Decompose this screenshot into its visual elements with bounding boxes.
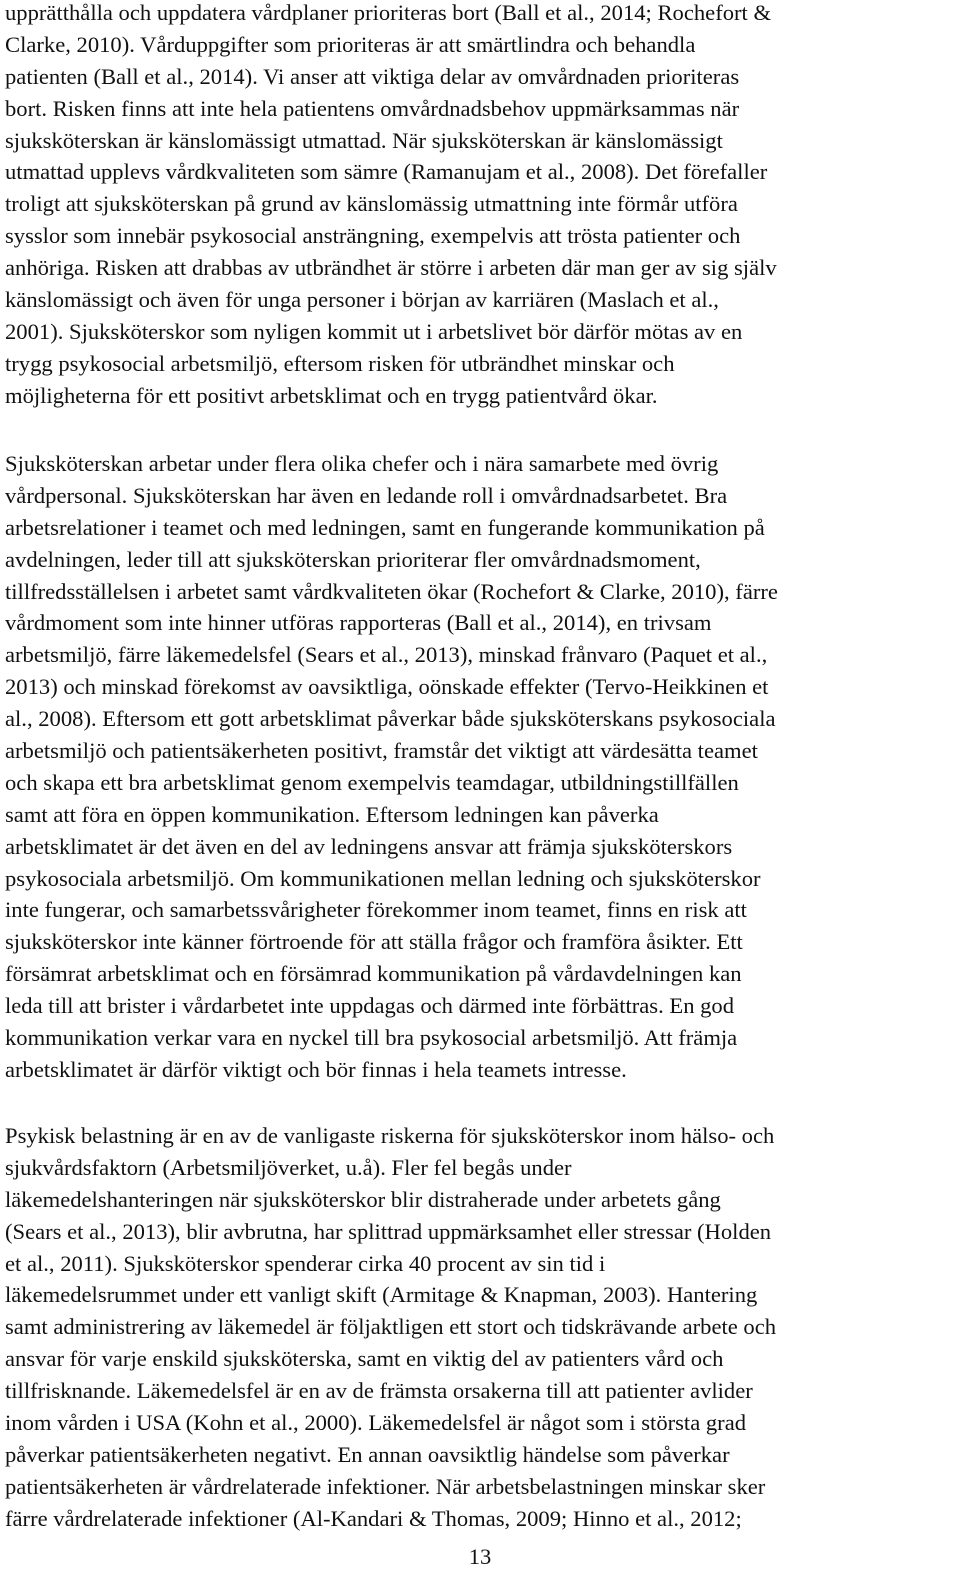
text-line: arbetsklimatet är det även en del av ledningens ansvar att främja sjuksköterskors — [5, 833, 733, 859]
text-line: sysslor som innebär psykosocial ansträngning, exempelvis att trösta patienter och — [5, 223, 741, 249]
text-line: läkemedelsrummet under ett vanligt skift (Armitage & Knapman, 2003). Hantering — [5, 1282, 758, 1308]
text-line: sjukvårdsfaktorn (Arbetsmiljöverket, u.å). Fler fel begås under — [5, 1154, 572, 1180]
text-line: inom vården i USA (Kohn et al., 2000). Läkemedelsfel är något som i största grad — [5, 1410, 747, 1436]
text-line: trygg psykosocial arbetsmiljö, eftersom risken för utbrändhet minskar och — [5, 350, 675, 376]
text-line: inte fungerar, och samarbetssvårigheter förekommer inom teamet, finns en risk att — [5, 897, 747, 923]
body-paragraph-2 — [5, 448, 955, 1086]
text-line: anhöriga. Risken att drabbas av utbrändhet är större i arbeten där man ger av sig själv — [5, 255, 777, 281]
page-number: 13 — [468, 1544, 492, 1569]
text-line: psykosociala arbetsmiljö. Om kommunikationen mellan ledning och sjuksköterskor — [5, 865, 761, 891]
text-line: ansvar för varje enskild sjuksköterska, samt en viktig del av patienters vård och — [5, 1346, 724, 1372]
text-line: leda till att brister i vårdarbetet inte uppdagas och därmed inte förbättras. En god — [5, 993, 735, 1019]
text-line: (Sears et al., 2013), blir avbrutna, har splittrad uppmärksamhet eller stressar (Holden — [5, 1218, 772, 1244]
text-line: försämrat arbetsklimat och en försämrad kommunikation på vårdavdelningen kan — [5, 961, 742, 987]
text-line: färre vårdrelaterade infektioner (Al-Kandari & Thomas, 2009; Hinno et al., 2012; — [5, 1505, 742, 1531]
text-line: läkemedelshanteringen när sjuksköterskor blir distraherade under arbetets gång — [5, 1186, 721, 1212]
text-line: sjuksköterskan är känslomässigt utmattad. När sjuksköterskan är känslomässigt — [5, 127, 723, 153]
text-line: patientsäkerheten är vårdrelaterade infektioner. När arbetsbelastningen minskar sker — [5, 1473, 766, 1499]
text-line: 2001). Sjuksköterskor som nyligen kommit ut i arbetslivet bör därför mötas av en — [5, 318, 743, 344]
text-line: och skapa ett bra arbetsklimat genom exempelvis teamdagar, utbildningstillfällen — [5, 769, 739, 795]
text-line: känslomässigt och även för unga personer i början av karriären (Maslach et al., — [5, 287, 719, 313]
body-paragraph-1 — [5, 0, 955, 412]
text-line: Sjuksköterskan arbetar under flera olika chefer och i nära samarbete med övrig — [5, 451, 719, 476]
text-line: möjligheterna för ett positivt arbetsklimat och en trygg patientvård ökar. — [5, 382, 658, 408]
text-line: arbetsklimatet är därför viktigt och bör finnas i hela teamets intresse. — [5, 1056, 627, 1082]
text-line: Clarke, 2010). Vårduppgifter som prioriteras är att smärtlindra och behandla — [5, 31, 696, 57]
text-line: al., 2008). Eftersom ett gott arbetsklimat påverkar både sjuksköterskans psykosociala — [5, 706, 776, 732]
text-line: tillfredsställelsen i arbetet samt vårdkvaliteten ökar (Rochefort & Clarke, 2010), färre — [5, 578, 778, 604]
body-paragraph-3 — [5, 1120, 955, 1535]
text-line: avdelningen, leder till att sjuksköterskan prioriterar fler omvårdnadsmoment, — [5, 546, 701, 572]
text-line: samt att föra en öppen kommunikation. Eftersom ledningen kan påverka — [5, 801, 659, 827]
text-line: utmattad upplevs vårdkvaliteten som sämre (Ramanujam et al., 2008). Det förefaller — [5, 159, 768, 185]
text-line: tillfrisknande. Läkemedelsfel är en av de främsta orsakerna till att patienter avlider — [5, 1378, 753, 1404]
text-line: arbetsmiljö och patientsäkerheten positivt, framstår det viktigt att värdesätta teamet — [5, 738, 758, 764]
text-line: påverkar patientsäkerheten negativt. En annan oavsiktlig händelse som påverkar — [5, 1441, 730, 1467]
text-line: sjuksköterskor inte känner förtroende för att ställa frågor och framföra åsikter. Ett — [5, 929, 743, 955]
text-line: patienten (Ball et al., 2014). Vi anser att viktiga delar av omvårdnaden prioriteras — [5, 63, 740, 89]
text-line: arbetsmiljö, färre läkemedelsfel (Sears et al., 2013), minskad frånvaro (Paquet et al., — [5, 642, 768, 668]
text-line: vårdpersonal. Sjuksköterskan har även en ledande roll i omvårdnadsarbetet. Bra — [5, 482, 728, 508]
text-line: upprätthålla och uppdatera vårdplaner prioriteras bort (Ball et al., 2014; Rochefort & — [5, 0, 772, 25]
text-line: kommunikation verkar vara en nyckel till bra psykosocial arbetsmiljö. Att främja — [5, 1025, 738, 1051]
text-line: arbetsrelationer i teamet och med ledningen, samt en fungerande kommunikation på — [5, 514, 765, 540]
text-line: troligt att sjuksköterskan på grund av känslomässig utmattning inte förmår utföra — [5, 191, 738, 217]
text-line: 2013) och minskad förekomst av oavsiktliga, oönskade effekter (Tervo-Heikkinen et — [5, 674, 769, 700]
text-line: vårdmoment som inte hinner utföras rapporteras (Ball et al., 2014), en trivsam — [5, 610, 712, 636]
text-line: bort. Risken finns att inte hela patientens omvårdnadsbehov uppmärksammas när — [5, 95, 740, 121]
text-line: Psykisk belastning är en av de vanligaste riskerna för sjuksköterskor inom hälso- och — [5, 1123, 775, 1148]
text-line: et al., 2011). Sjuksköterskor spenderar cirka 40 procent av sin tid i — [5, 1250, 606, 1276]
text-line: samt administrering av läkemedel är följaktligen ett stort och tidskrävande arbete och — [5, 1314, 777, 1340]
